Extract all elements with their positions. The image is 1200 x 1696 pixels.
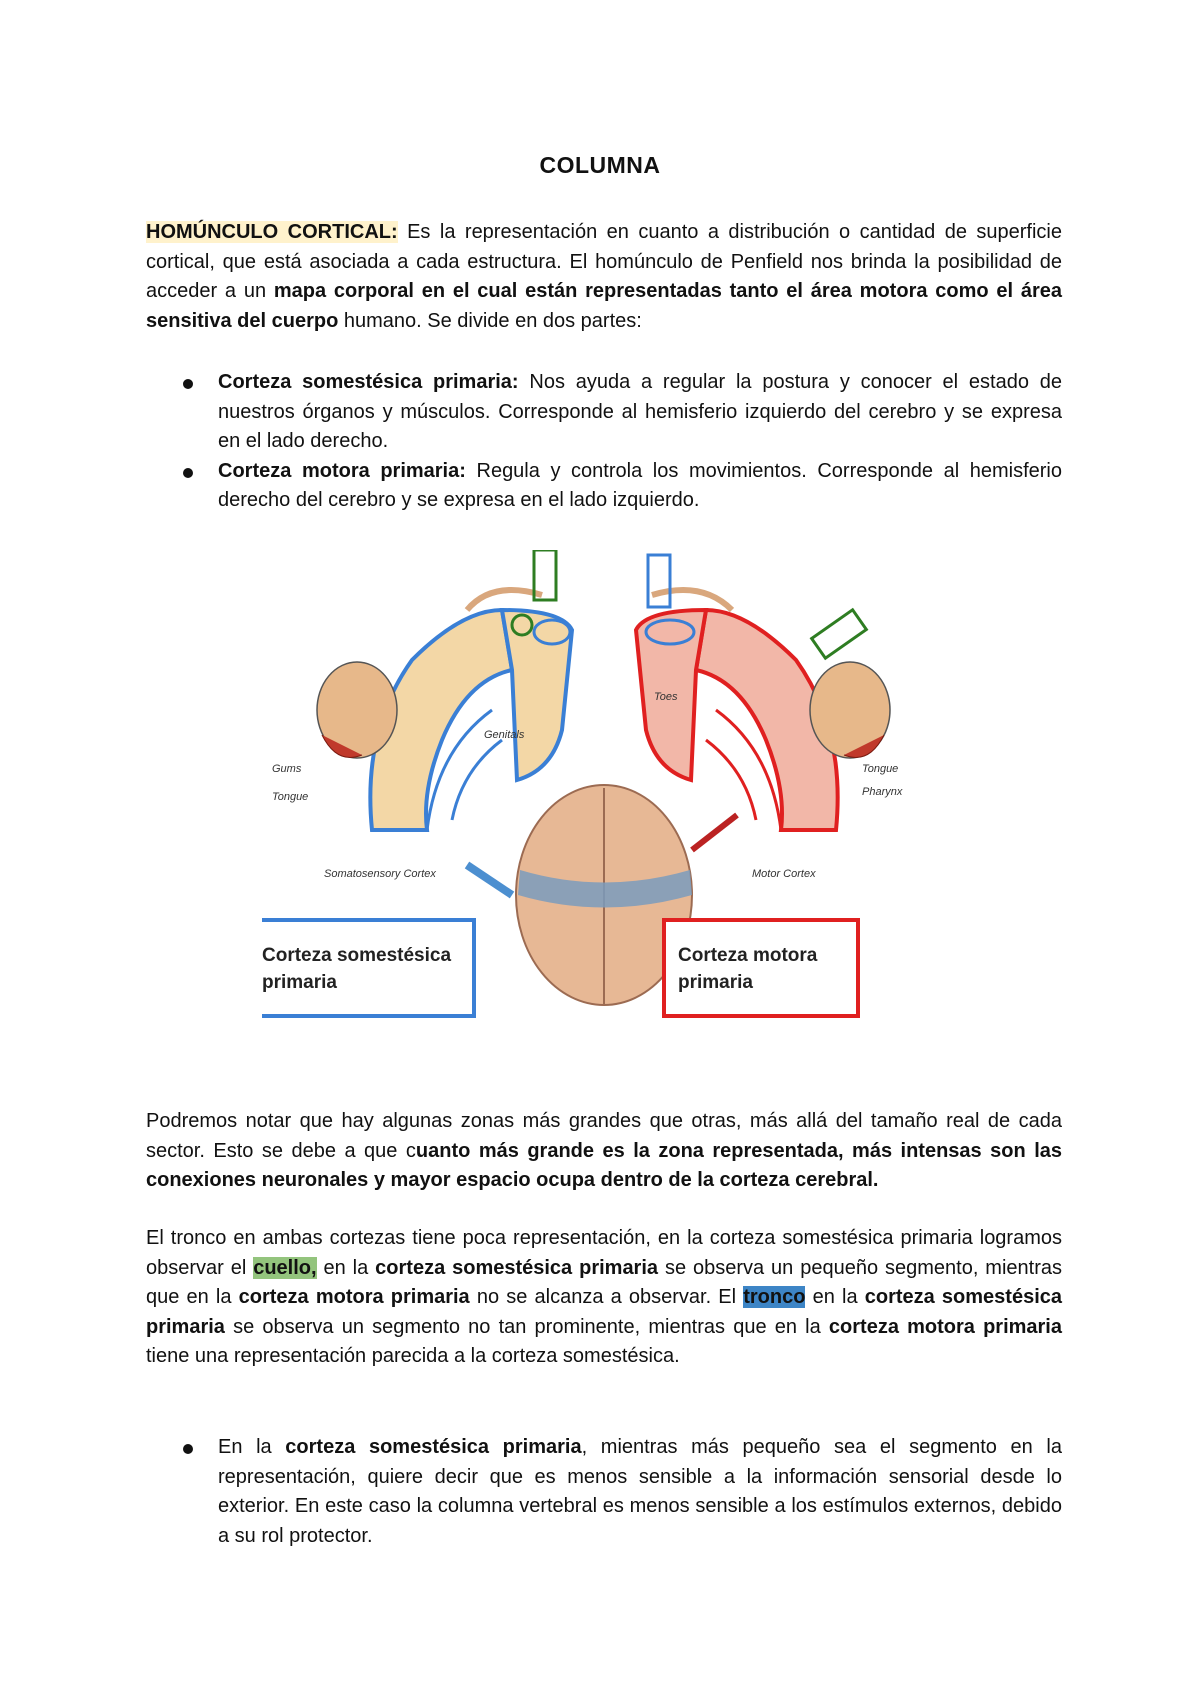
bullet-list-1 <box>146 368 1062 516</box>
bullet-bold: Corteza somestésica primaria: <box>218 371 519 393</box>
list-item <box>146 368 1062 457</box>
box-right-line: Corteza motora <box>678 945 818 966</box>
intro-text-2: humano. Se divide en dos partes: <box>338 309 642 332</box>
homunculus-figure <box>262 550 946 1060</box>
left-caption: Somatosensory Cortex <box>324 868 436 880</box>
para3-text: se observa un pequeño segmento, mientras que en la <box>146 1256 1062 1308</box>
bullet-bold: Corteza motora primaria: <box>218 459 466 482</box>
page-title: COLUMNA <box>539 152 661 178</box>
paragraph-3 <box>146 1224 1062 1372</box>
para3-bold: corteza motora primaria <box>828 1315 1062 1338</box>
left-label: Genitals <box>484 729 525 741</box>
box-left-line: primaria <box>262 972 337 993</box>
highlight-blue: tronco <box>743 1286 806 1308</box>
para3-text: en la <box>805 1286 865 1308</box>
bullet-list-2 <box>146 1433 1062 1551</box>
para2-text: Podremos notar que hay algunas zonas más grandes que otras, más allá del tamaño real de cada sector. Esto se debe a que c <box>146 1110 1062 1162</box>
box-left-line: Corteza somestésica <box>262 945 452 966</box>
bullet-text: Regula y controla los movimientos. Corresponde al hemisferio derecho del cerebro y se expresa en el lado izquierdo. <box>218 459 1062 511</box>
list-item <box>146 457 1062 516</box>
highlight-green: cuello, <box>253 1256 317 1279</box>
right-label: Pharynx <box>862 786 903 798</box>
bullet-text: En la <box>218 1436 286 1458</box>
left-label: Gums <box>272 763 302 775</box>
right-label: Toes <box>654 691 678 703</box>
bullet-icon <box>183 379 193 389</box>
right-caption: Motor Cortex <box>752 868 816 880</box>
para2-bold: uanto más grande es la zona representada, más intensas son las conexiones neuronales y mayor espacio ocupa dentro de la corteza cerebral. <box>146 1139 1062 1191</box>
box-right-label <box>678 942 817 996</box>
para3-bold: corteza motora primaria <box>238 1286 470 1308</box>
paragraph-2 <box>146 1107 1062 1196</box>
right-label: Tongue <box>862 763 899 775</box>
para3-bold: corteza somestésica primaria <box>146 1286 1062 1338</box>
para3-bold: corteza somestésica primaria <box>375 1256 659 1279</box>
intro-term: HOMÚNCULO CORTICAL: <box>146 221 398 243</box>
para3-text: se observa un segmento no tan prominente, mientras que en la <box>224 1315 829 1338</box>
bullet-icon <box>183 468 193 478</box>
list-item <box>146 1433 1062 1551</box>
para3-text: no se alcanza a observar. El <box>469 1286 744 1308</box>
intro-text-1: Es la representación en cuanto a distribución o cantidad de superficie cortical, que está asociada a cada estructura. El homúnculo de Penfield nos brinda la posibilidad de acceder a un <box>146 221 1062 302</box>
para3-text: tiene una representación parecida a la corteza somestésica. <box>146 1345 680 1367</box>
left-label: Tongue <box>272 791 309 803</box>
para3-text: El tronco en ambas cortezas tiene poca representación, en la corteza somestésica primaria logramos observar el <box>146 1227 1062 1279</box>
intro-paragraph <box>146 218 1062 336</box>
box-left-label <box>262 942 451 996</box>
bullet-bold: corteza somestésica primaria <box>285 1436 582 1458</box>
bullet-icon <box>183 1444 193 1454</box>
para3-text: en la <box>316 1256 376 1279</box>
bullet-text: , mientras más pequeño sea el segmento en la representación, quiere decir que es menos sensible a la información sensorial desde lo exterior. En este caso la columna vertebral es menos sensible a los estímulos externos, debido a su rol protector. <box>218 1436 1062 1547</box>
box-right-line: primaria <box>678 972 753 993</box>
bullet-text: Nos ayuda a regular la postura y conocer el estado de nuestros órganos y músculos. Corresponde al hemisferio izquierdo del cerebro y se expresa en el lado derecho. <box>218 371 1062 452</box>
intro-bold: mapa corporal en el cual están representadas tanto el área motora como el área sensitiva del cuerpo <box>146 280 1062 332</box>
